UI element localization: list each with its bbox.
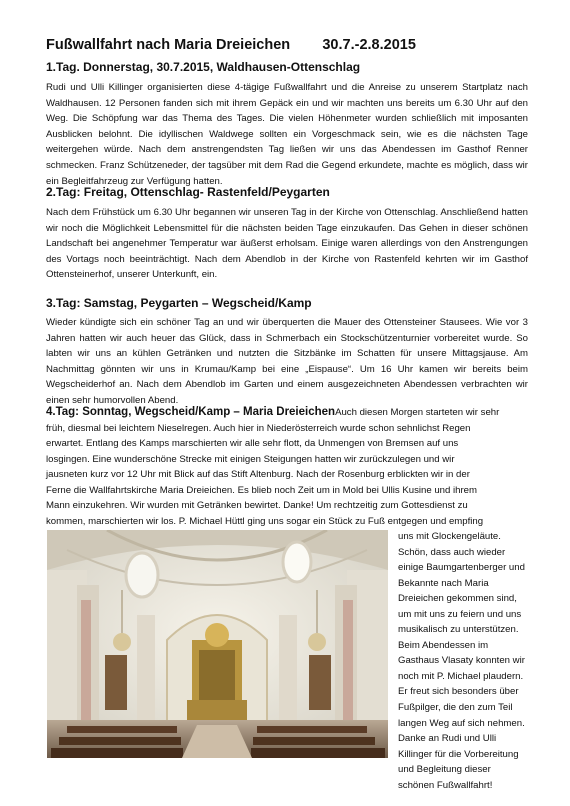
day4-side-column — [398, 529, 533, 793]
day4-first-line — [46, 405, 499, 421]
side-line: Gasthaus Vlasaty konnten wir — [398, 655, 525, 667]
day4-line: kommen, marschierten wir los. P. Michael Hüttl ging uns sogar ein Stück zu Fuß entgegen und empfing — [46, 516, 484, 527]
day1-heading: 1.Tag. Donnerstag, 30.7.2015, Waldhausen-Ottenschlag — [46, 60, 361, 74]
side-line: Fußpilger, die den zum Teil — [398, 702, 513, 714]
day4-line: jausneten kurz vor 12 Uhr mit Blick auf das Stift Altenburg. Nach der Rosenburg erblickten wir in der — [46, 469, 470, 480]
day3-heading: 3.Tag: Samstag, Peygarten – Wegscheid/Kamp — [46, 296, 312, 310]
side-line: Bekannte nach Maria — [398, 577, 489, 589]
side-line: Er freut sich besonders über — [398, 686, 519, 698]
side-line: noch mit P. Michael plaudern. — [398, 670, 524, 682]
side-line: schönen Fußwallfahrt! — [398, 779, 493, 791]
side-line: um mit uns zu feiern und uns — [398, 608, 522, 620]
side-line: musikalisch zu unterstützen. — [398, 624, 519, 636]
day4-line: Mann einzukehren. Wir wurden mit Getränken bewirtet. Danke! Um rechtzeitig zum Gottesdienst zu — [46, 500, 468, 511]
side-line: und Begleitung dieser — [398, 764, 491, 776]
day4-line: Ferne die Wallfahrtskirche Maria Dreieichen. Es blieb noch Zeit um in Mold bei Ullis Kusine und ihrem — [46, 485, 478, 496]
day2-heading: 2.Tag: Freitag, Ottenschlag- Rastenfeld/Peygarten — [46, 185, 330, 199]
side-line: Danke an Rudi und Ulli — [398, 733, 497, 745]
day3-paragraph: Wieder kündigte sich ein schöner Tag an und wir überquerten die Mauer des Ottensteiner Stausees. Wie vor 3 Jahren hatten wir auch heuer das Glück, dass in Schmerbach ein Stockschützenturnier vorbereitet wurde. So labten wir uns an kühlen Getränken und nutzten die Sitzbänke im Schatten für unsere Mittagsjause. Am Nachmittag gönnten wir uns in Krumau/Kamp bei eine „Eispause“. Um 16 Uhr kamen wir bereits beim Wegscheiderhof an. Nach dem Abendlob im Garten und einem ausgezeichneten Abendessen verbrachten wir einen sehr humorvollen Abend. — [46, 317, 528, 406]
day4-line: früh, diesmal bei leichtem Nieselregen. Auch hier in Niederösterreich wurde schon sehnlichst Regen — [46, 423, 471, 434]
side-line: einige Baumgartenberger und — [398, 562, 525, 574]
day4-intro-text: Auch diesen Morgen starteten wir sehr — [335, 407, 500, 418]
day2-paragraph: Nach dem Frühstück um 6.30 Uhr begannen wir unseren Tag in der Kirche von Ottenschlag. Anschließend hatten wir noch die Möglichkeit Lebensmittel für die nächsten beiden Tage einzukaufen. Das Gehen in dieser schönen Landschaft bei angenehmer Temperatur war äußerst erholsam. Einige waren allerdings von den Anstrengungen des Vortags noch beeinträchtigt. Nach dem Abendlob in der Kirche von Rastenfeld kehrten wir im Gasthof Ottensteinerhof, unserer Unterkunft, ein. — [46, 207, 528, 281]
side-line: uns mit Glockengeläute. — [398, 531, 501, 542]
church-interior-photo — [47, 530, 388, 758]
day4-line: losgingen. Eine wunderschöne Strecke mit einigen Steigungen hatten wir zurückzulegen und wir — [46, 454, 455, 465]
day4-line: erwartet. Entlang des Kamps marschierten wir alle sehr flott, da Unmengen von Bremsen auf uns — [46, 438, 459, 449]
side-line: Dreieichen gekommen sind, — [398, 593, 517, 605]
side-line: Killinger für die Vorbereitung — [398, 748, 519, 760]
day1-paragraph: Rudi und Ulli Killinger organisierten diese 4-tägige Fußwallfahrt und die Anreise zu unserem Startplatz nach Waldhausen. 12 Personen fanden sich mit ihrem Gepäck ein und wir machten uns bereits um 6.30 Uhr auf den Weg. Die Schöpfung war das Thema des Tages. Die vielen Höhenmeter wurden schließlich mit imposanten Ausblicken belohnt. Die idyllischen Waldwege sollten ein Vorgeschmack sein, wie es die nächsten Tage weitergehen würde. Nach dem anstrengendsten Tag ließen wir uns das Abendessen im Gasthof Renner schmecken. Franz Schützeneder, der tagsüber mit dem Rad die Gegend erkundete, machte es möglich, dass wir ein Begleitfahrzeug zur Verfügung hatten. — [46, 82, 528, 187]
document-title: Fußwallfahrt nach Maria Dreieichen 30.7.-2.8.2015 — [46, 37, 416, 53]
side-line: Schön, dass auch wieder — [398, 546, 506, 558]
day4-heading: 4.Tag: Sonntag, Wegscheid/Kamp – Maria Dreieichen — [46, 406, 336, 418]
side-line: langen Weg auf sich nehmen. — [398, 717, 525, 729]
side-line: Beim Abendessen im — [398, 639, 489, 651]
